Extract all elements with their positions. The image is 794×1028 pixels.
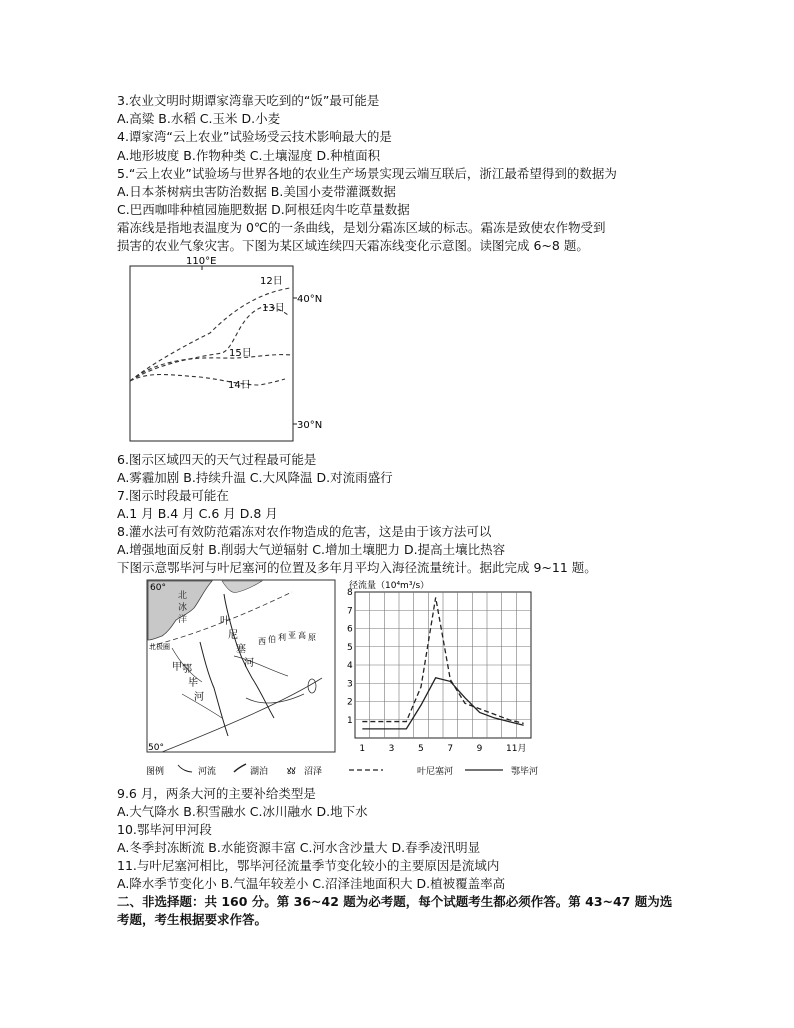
lat-50-label: 50°	[148, 743, 164, 753]
river-intro: 下图示意鄂毕河与叶尼塞河的位置及多年月平均入海径流量统计。据此完成 9~11 题。	[117, 560, 597, 575]
arctic-circle-label: 北极圈	[149, 643, 170, 651]
question-3-stem: 3.农业文明时期谭家湾靠天吃到的“饭”最可能是	[117, 93, 380, 108]
lat-label-north: 40°N	[297, 294, 323, 305]
x-tick-label: 11月	[506, 744, 527, 754]
y-tick-label: 3	[347, 679, 353, 690]
question-6-stem: 6.图示区域四天的天气过程最可能是	[117, 452, 317, 467]
question-5-options-cd: C.巴西咖啡种植园施肥数据 D.阿根廷肉牛吃草量数据	[117, 202, 410, 217]
ob-char-3: 河	[194, 692, 204, 703]
question-4-options: A.地形坡度 B.作物种类 C.土壤湿度 D.种植面积	[117, 148, 381, 163]
chart-xticks	[359, 743, 526, 754]
lat-label-south: 30°N	[297, 420, 323, 431]
question-11-options: A.降水季节变化小 B.气温年较差小 C.沼泽洼地面积大 D.植被覆盖率高	[117, 876, 506, 891]
x-tick-label: 7	[447, 744, 454, 754]
lat-60-label: 60°	[150, 583, 166, 593]
arctic-ocean-char-3: 洋	[178, 615, 188, 625]
river-map	[142, 578, 342, 778]
runoff-chart	[343, 578, 547, 778]
frost-line-13	[130, 307, 288, 381]
question-9-options: A.大气降水 B.积雪融水 C.冰川融水 D.地下水	[117, 804, 368, 819]
legend-lake-icon	[234, 764, 246, 772]
chart-yticks	[347, 588, 353, 726]
arctic-ocean-char-1: 北	[178, 591, 188, 601]
label-14: 14日	[228, 380, 251, 391]
legend-marsh-icon: ꙋꙋ	[287, 767, 296, 777]
chart-ylabel: 径流量（10⁴m³/s）	[349, 581, 430, 591]
question-7-stem: 7.图示时段最可能在	[117, 488, 229, 503]
question-10-stem: 10.鄂毕河甲河段	[117, 822, 212, 837]
siberia-char-3: 利	[278, 633, 286, 642]
question-7-options: A.1 月 B.4 月 C.6 月 D.8 月	[117, 506, 278, 521]
legend-yenisei-label: 叶尼塞河	[417, 767, 454, 777]
legend-river-icon	[178, 765, 192, 772]
frost-line-15	[130, 355, 292, 381]
frost-line-12	[130, 288, 290, 381]
label-15: 15日	[229, 348, 252, 359]
question-8-stem: 8.灌水法可有效防范霜冻对农作物造成的危害，这是由于该方法可以	[117, 524, 492, 539]
legend-marsh-label: 沼泽	[304, 767, 323, 777]
question-5-stem: 5.“云上农业”试验场与世界各地的农业生产场景实现云端互联后，浙江最希望得到的数据为	[117, 166, 617, 181]
legend-river-label: 河流	[198, 767, 217, 777]
legend-title: 图例	[146, 767, 165, 777]
legend-lake-label: 湖泊	[250, 767, 269, 777]
question-6-options: A.雾霾加剧 B.持续升温 C.大风降温 D.对流雨盛行	[117, 470, 393, 485]
section-heading-1: 二、非选择题：共 160 分。第 36~42 题为必考题，每个试题考生都必须作答。第 43~47 题为选	[117, 894, 673, 909]
label-12: 12日	[260, 276, 283, 287]
frost-line-14	[130, 375, 285, 386]
question-8-options: A.增强地面反射 B.削弱大气逆辐射 C.增加土壤肥力 D.提高土壤比热容	[117, 542, 506, 557]
label-13: 13日	[262, 303, 285, 314]
yenisei-char-4: 河	[244, 658, 254, 669]
ob-char-1: 鄂	[182, 664, 192, 675]
siberia-char-6: 原	[308, 633, 316, 642]
siberia-char-4: 亚	[288, 631, 296, 640]
question-4-stem: 4.谭家湾“云上农业”试验场受云技术影响最大的是	[117, 129, 392, 144]
question-3-options: A.高粱 B.水稻 C.玉米 D.小麦	[117, 111, 281, 126]
arctic-ocean-char-2: 冰	[178, 603, 188, 613]
x-tick-label: 1	[359, 744, 366, 754]
jia-label: 甲	[172, 662, 182, 673]
x-tick-label: 5	[418, 744, 424, 754]
y-tick-label: 6	[347, 624, 353, 635]
yenisei-char-2: 尼	[228, 630, 238, 641]
siberia-char-2: 伯	[268, 635, 276, 644]
lon-label: 110°E	[186, 256, 217, 267]
y-tick-label: 1	[347, 715, 353, 726]
y-tick-label: 5	[347, 642, 353, 653]
siberia-char-1: 西	[258, 637, 266, 646]
section-heading-2: 考题，考生根据要求作答。	[117, 912, 268, 927]
question-9-stem: 9.6 月，两条大河的主要补给类型是	[117, 786, 316, 801]
frost-line-map	[110, 253, 350, 449]
y-tick-label: 7	[347, 606, 353, 617]
legend-ob-label: 鄂毕河	[511, 767, 539, 777]
y-tick-label: 2	[347, 697, 353, 708]
y-tick-label: 8	[347, 588, 353, 598]
y-tick-label: 4	[347, 661, 353, 671]
yenisei-char-3: 塞	[236, 644, 246, 655]
question-10-options: A.冬季封冻断流 B.水能资源丰富 C.河水含沙量大 D.春季凌汛明显	[117, 840, 481, 855]
frost-intro-2: 损害的农业气象灾害。下图为某区域连续四天霜冻线变化示意图。读图完成 6~8 题。	[117, 238, 589, 253]
map-frame	[130, 266, 293, 441]
question-11-stem: 11.与叶尼塞河相比，鄂毕河径流量季节变化较小的主要原因是流域内	[117, 858, 500, 873]
chart-grid	[355, 592, 531, 738]
x-tick-label: 3	[388, 744, 395, 754]
frost-intro-1: 霜冻线是指地表温度为 0℃的一条曲线，是划分霜冻区域的标志。霜冻是致使农作物受到	[117, 220, 606, 235]
yenisei-char-1: 叶	[220, 616, 230, 627]
siberia-char-5: 高	[298, 631, 306, 640]
ob-char-2: 毕	[188, 678, 198, 689]
x-tick-label: 9	[476, 744, 483, 754]
question-5-options-ab: A.日本茶树病虫害防治数据 B.美国小麦带灌溉数据	[117, 184, 396, 199]
